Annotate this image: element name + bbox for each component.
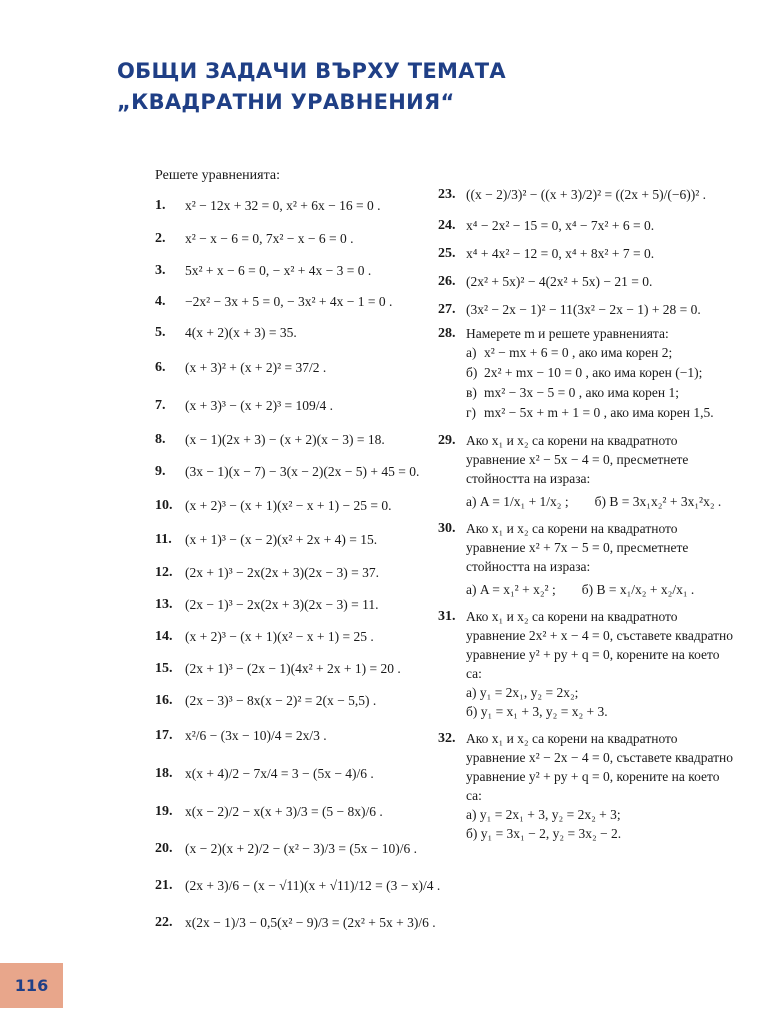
equation: x² − x − 6 = 0, 7x² − x − 6 = 0 . (185, 230, 354, 246)
problem-number: 22. (155, 915, 173, 930)
problem-19 (155, 793, 435, 830)
equation: (x + 2)³ − (x + 1)(x² − x + 1) = 25 . (185, 629, 374, 644)
problem-number: 31. (438, 609, 456, 624)
problem-text: Ако x₁ и x₂ са корени на квадратното уравнение x² − 5x − 4 = 0, пресметнете стойността на израза: (466, 433, 689, 486)
problem-number: 27. (438, 302, 456, 317)
subitem-b: б) y₁ = 3x₁ − 2, y₂ = 3x₂ − 2. (466, 826, 622, 841)
title-line-1: ОБЩИ ЗАДАЧИ ВЪРХУ ТЕМАТА (117, 59, 506, 83)
equation: x² − 12x + 32 = 0, x² + 6x − 16 = 0 . (185, 198, 381, 213)
problem-number: 10. (155, 498, 173, 513)
subitem-b: б) B = x₁/x₂ + x₂/x₁ . (581, 582, 695, 597)
problem-5 (155, 317, 435, 349)
subitem-text: mx² − 3x − 5 = 0 , ако има корен 1; (484, 385, 680, 400)
subitem-list (466, 343, 738, 423)
equation: (x − 2)(x + 2)/2 − (x² − 3)/3 = (5x − 10)/6 . (185, 841, 417, 856)
subitem-label: а) (466, 345, 477, 360)
problem-21 (155, 868, 441, 904)
problem-15 (155, 653, 435, 684)
problem-number: 4. (155, 293, 166, 309)
problem-number: 12. (155, 564, 173, 580)
equation: x²/6 − (3x − 10)/4 = 2x/3 . (185, 728, 327, 743)
equation: (x + 3)³ − (x + 2)³ = 109/4 . (185, 397, 334, 413)
subitem-b: б) y₁ = x₁ + 3, y₂ = x₂ + 3. (466, 704, 608, 719)
problem-number: 5. (155, 325, 166, 340)
problem-30 (438, 519, 738, 599)
problem-8 (155, 424, 435, 455)
equation: x(x − 2)/2 − x(x + 3)/3 = (5 − 8x)/6 . (185, 803, 383, 819)
problem-28 (438, 324, 738, 423)
equation: (x + 3)² + (x + 2)² = 37/2 . (185, 360, 327, 375)
problem-17 (155, 717, 435, 755)
problem-number: 32. (438, 731, 456, 746)
equation: x⁴ + 4x² − 12 = 0, x⁴ + 8x² + 7 = 0. (466, 246, 655, 261)
problem-32 (438, 729, 738, 843)
equation: −2x² − 3x + 5 = 0, − 3x² + 4x − 1 = 0 . (185, 293, 393, 309)
equation: (x + 1)³ − (x − 2)(x² + 2x + 4) = 15. (185, 531, 378, 547)
problem-number: 13. (155, 597, 173, 612)
equation: x(x + 4)/2 − 7x/4 = 3 − (5x − 4)/6 . (185, 766, 374, 781)
subitem-a: а) y₁ = 2x₁, y₂ = 2x₂; (466, 685, 579, 700)
problem-3 (155, 255, 435, 286)
page-title (117, 56, 677, 118)
equation: (2x − 3)³ − 8x(x − 2)² = 2(x − 5,5) . (185, 692, 377, 708)
problem-number: 29. (438, 433, 456, 448)
problem-number: 19. (155, 803, 173, 819)
problem-16 (155, 684, 435, 717)
subitem-4 (466, 403, 738, 423)
problem-number: 2. (155, 230, 166, 246)
problem-number: 1. (155, 198, 166, 213)
problem-text: Ако x₁ и x₂ са корени на квадратното уравнение 2x² + x − 4 = 0, съставете квадратно уравнение y² + py + q = 0, корените на което са: (466, 609, 733, 681)
subitem-label: г) (466, 405, 477, 420)
problem-number: 24. (438, 218, 456, 233)
problem-number: 16. (155, 692, 173, 708)
problem-2 (155, 222, 435, 255)
problem-number: 21. (155, 878, 173, 893)
problem-number: 8. (155, 431, 166, 447)
equation: 5x² + x − 6 = 0, − x² + 4x − 3 = 0 . (185, 262, 372, 278)
problem-10 (155, 489, 435, 523)
problem-12 (155, 556, 435, 589)
equation: (2x + 1)³ − (2x − 1)(4x² + 2x + 1) = 20 . (185, 660, 401, 676)
subitem-text: mx² − 5x + m + 1 = 0 , ако има корен 1,5. (484, 405, 714, 420)
problem-27 (438, 296, 738, 324)
equation: (2x + 3)/6 − (x − √11)(x + √11)/12 = (3 − x)/4 . (185, 878, 441, 893)
problem-number: 26. (438, 274, 456, 289)
problem-number: 18. (155, 766, 173, 781)
problem-24 (438, 212, 738, 240)
problem-22 (155, 904, 435, 942)
problem-18 (155, 755, 435, 793)
problem-number: 28. (438, 326, 456, 341)
problem-29 (438, 431, 738, 511)
problem-31 (438, 607, 738, 721)
problem-text: Ако x₁ и x₂ са корени на квадратното уравнение x² − 2x − 4 = 0, съставете квадратно уравнение y² + py + q = 0, корените на което са: (466, 731, 733, 803)
problem-number: 30. (438, 521, 456, 536)
instruction: Решете уравненията: (155, 168, 280, 183)
problem-23 (438, 178, 738, 212)
equation: (2x + 1)³ − 2x(2x + 3)(2x − 3) = 37. (185, 564, 379, 580)
equation: (3x² − 2x − 1)² − 11(3x² − 2x − 1) + 28 = 0. (466, 302, 701, 317)
subitem-text: x² − mx + 6 = 0 , ако има корен 2; (484, 345, 673, 360)
problem-number: 14. (155, 629, 173, 644)
problem-number: 17. (155, 728, 173, 743)
subitem-1 (466, 343, 738, 363)
problem-number: 7. (155, 397, 166, 413)
left-column (155, 168, 441, 942)
subitem-label: б) (466, 365, 478, 380)
problem-4 (155, 286, 435, 317)
problem-7 (155, 387, 435, 424)
subitem-a: а) y₁ = 2x₁ + 3, y₂ = 2x₂ + 3; (466, 807, 621, 822)
subitem-3 (466, 383, 738, 403)
problem-number: 9. (155, 464, 166, 479)
subitem-a: а) A = x₁² + x₂² ; (466, 582, 556, 597)
subitem-b: б) B = 3x₁x₂² + 3x₁²x₂ . (594, 494, 722, 509)
problem-number: 23. (438, 187, 456, 202)
problem-number: 20. (155, 841, 173, 856)
equation: (3x − 1)(x − 7) − 3(x − 2)(2x − 5) + 45 = 0. (185, 464, 420, 479)
equation: 4(x + 2)(x + 3) = 35. (185, 325, 297, 340)
equation: (2x − 1)³ − 2x(2x + 3)(2x − 3) = 11. (185, 597, 379, 612)
problem-text: Намерете m и решете уравненията: (466, 326, 669, 341)
equation: (x − 1)(2x + 3) − (x + 2)(x − 3) = 18. (185, 431, 385, 447)
problem-11 (155, 523, 435, 556)
right-column (438, 178, 738, 851)
subitem-text: 2x² + mx − 10 = 0 , ако има корен (−1); (484, 365, 703, 380)
problem-25 (438, 240, 738, 268)
equation: x(2x − 1)/3 − 0,5(x² − 9)/3 = (2x² + 5x + 3)/6 . (185, 915, 436, 930)
equation: x⁴ − 2x² − 15 = 0, x⁴ − 7x² + 6 = 0. (466, 218, 655, 233)
problem-number: 6. (155, 360, 166, 375)
subitem-a: а) A = 1/x₁ + 1/x₂ ; (466, 494, 569, 509)
equation: (2x² + 5x)² − 4(2x² + 5x) − 21 = 0. (466, 274, 653, 289)
problem-number: 11. (155, 531, 172, 547)
problem-26 (438, 268, 738, 296)
problem-number: 25. (438, 246, 456, 261)
equation: (x + 2)³ − (x + 1)(x² − x + 1) − 25 = 0. (185, 498, 392, 513)
problem-text: Ако x₁ и x₂ са корени на квадратното уравнение x² + 7x − 5 = 0, пресметнете стойността на израза: (466, 521, 689, 574)
left-problem-list (155, 190, 441, 942)
page-number: 116 (0, 963, 63, 1008)
equation: ((x − 2)/3)² − ((x + 3)/2)² = ((2x + 5)/(−6))² . (466, 187, 707, 202)
problem-20 (155, 830, 435, 868)
problem-14 (155, 621, 435, 653)
subitem-label: в) (466, 385, 477, 400)
problem-9 (155, 455, 435, 489)
problem-1 (155, 190, 435, 222)
title-line-2: „КВАДРАТНИ УРАВНЕНИЯ“ (117, 90, 455, 114)
problem-6 (155, 349, 435, 387)
problem-number: 15. (155, 660, 173, 676)
problem-number: 3. (155, 262, 166, 278)
right-problem-list (438, 178, 738, 324)
subitem-2 (466, 363, 738, 383)
problem-13 (155, 589, 435, 621)
